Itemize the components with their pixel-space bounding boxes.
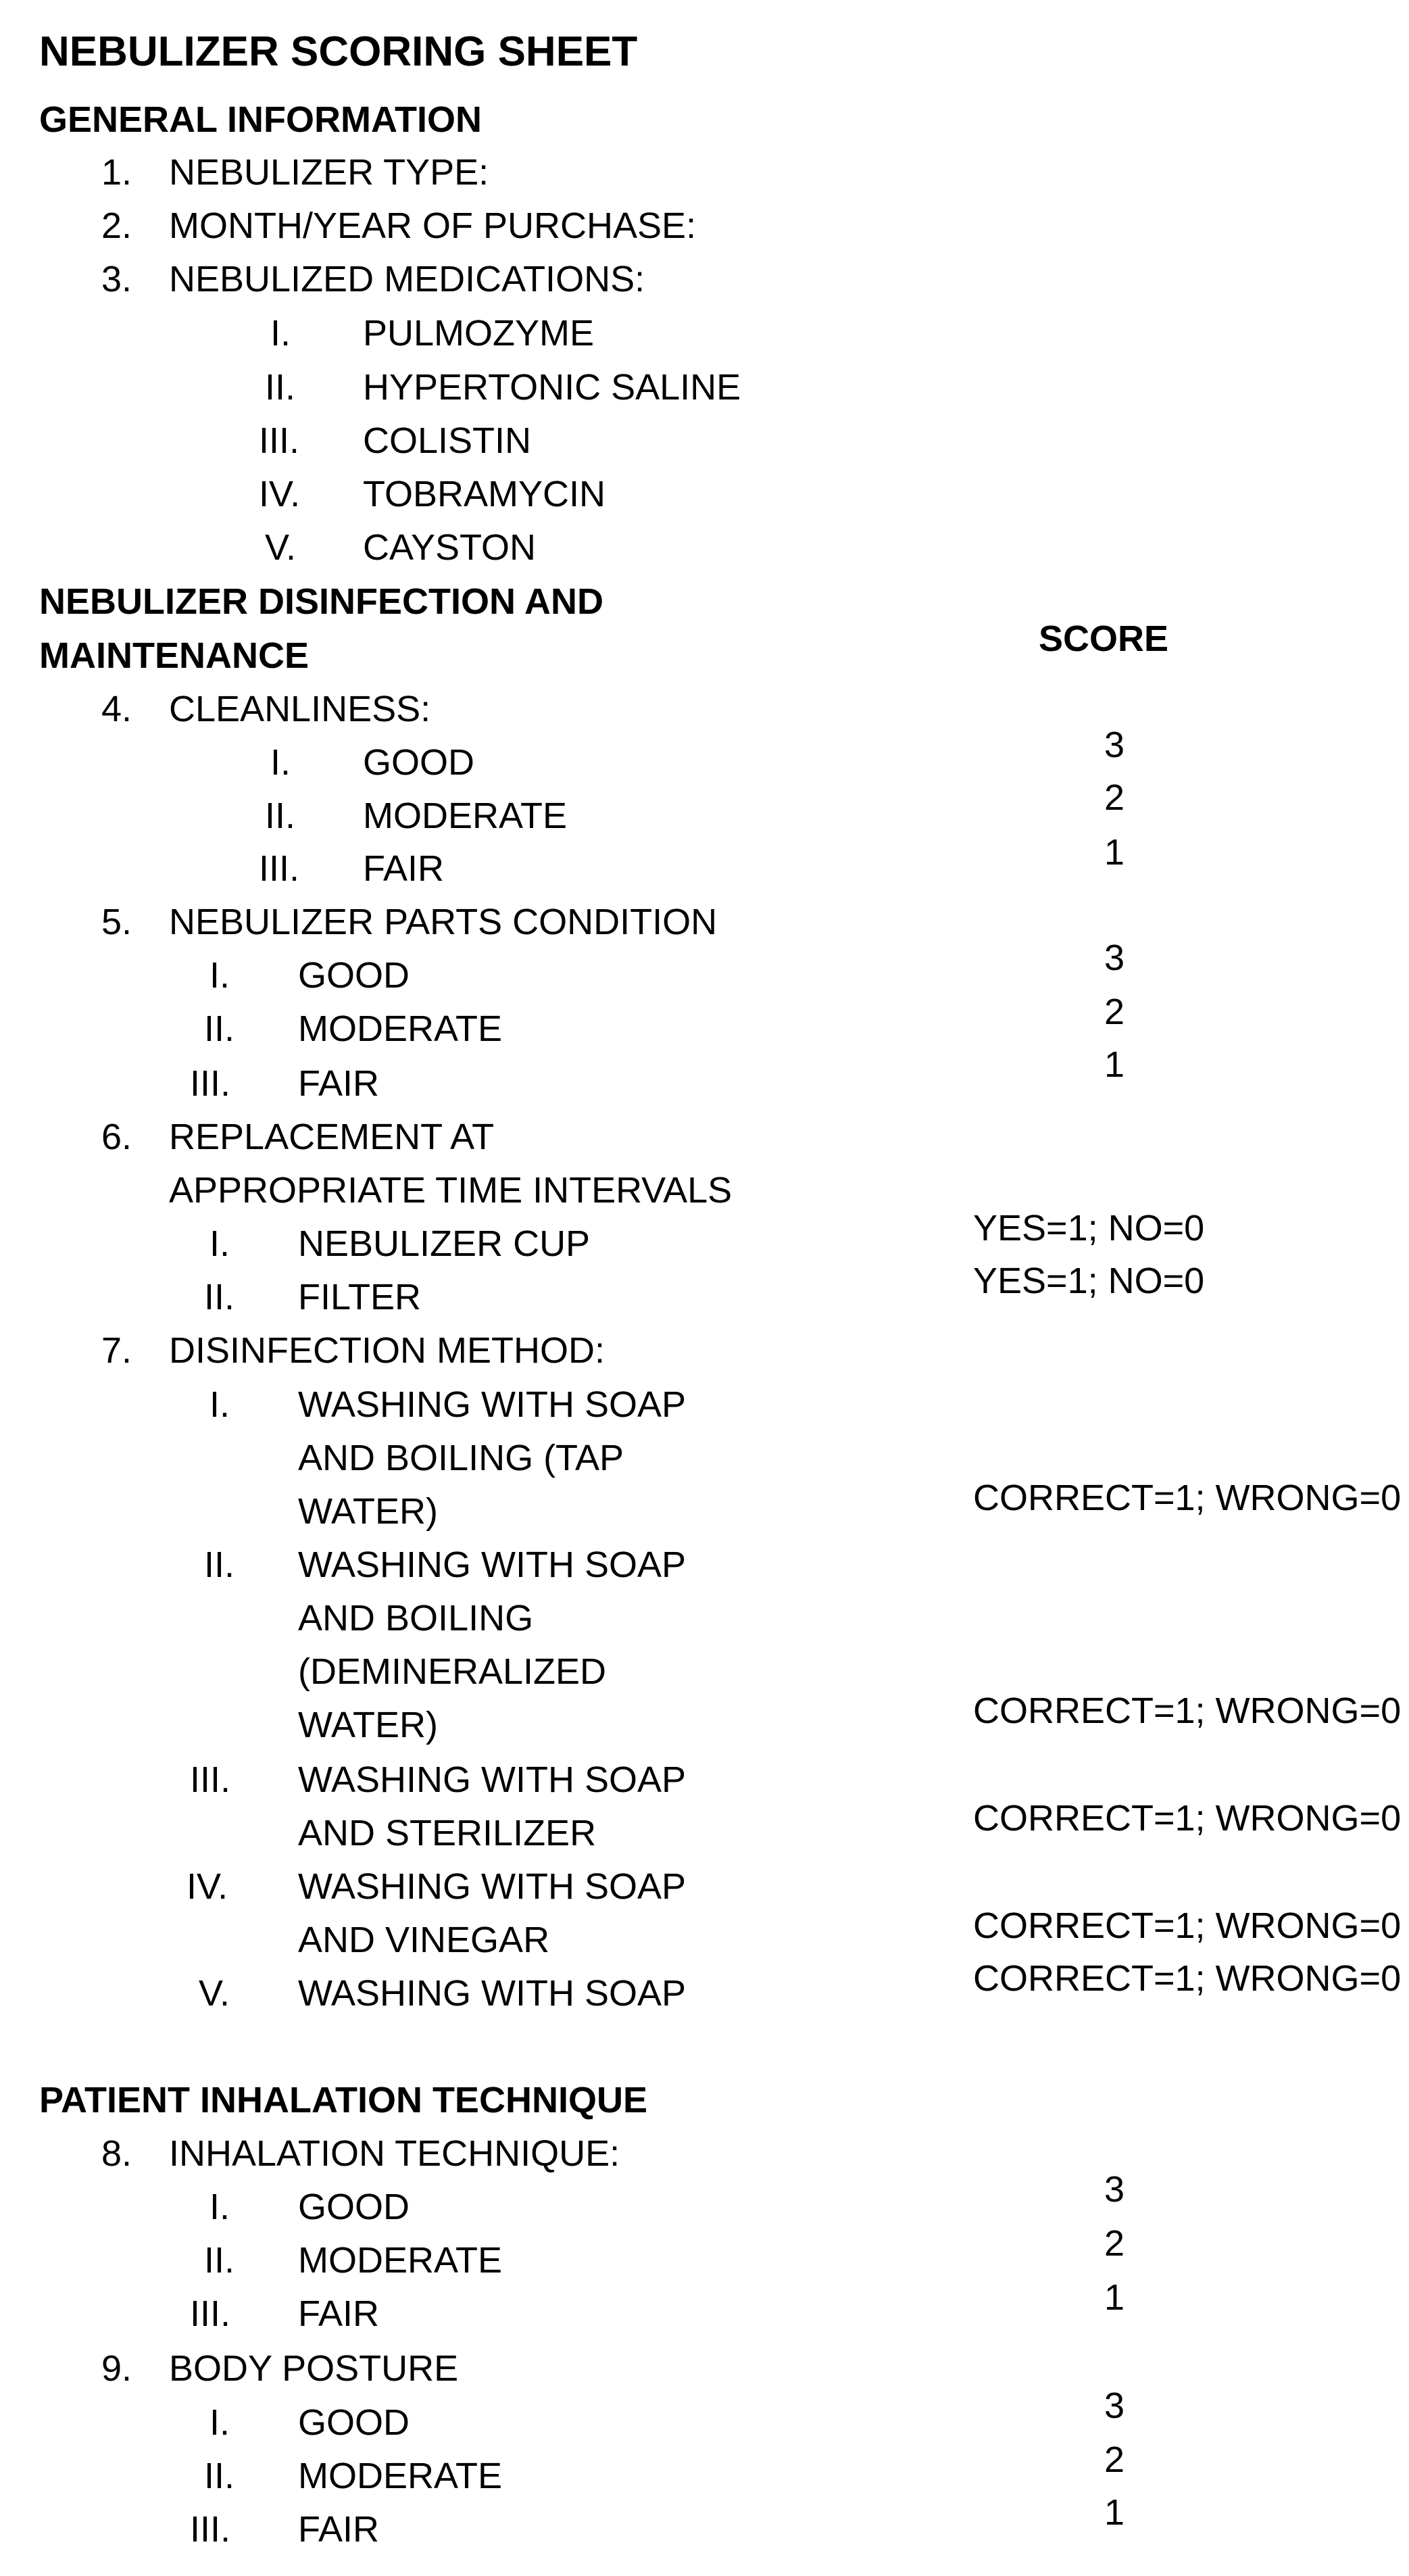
sub-number: I.	[209, 1384, 230, 1425]
sub-number: III.	[190, 1063, 231, 1104]
sub-number: II.	[204, 2456, 235, 2496]
item-number: 2.	[101, 205, 132, 246]
item-disinfection-method: DISINFECTION METHOD:	[169, 1330, 605, 1371]
score-value: YES=1; NO=0	[973, 1208, 1205, 1248]
method-line: AND BOILING (TAP	[298, 1438, 624, 1478]
sub-number: IV.	[259, 474, 301, 514]
option-label: FAIR	[363, 848, 445, 889]
score-value: CORRECT=1; WRONG=0	[973, 1691, 1402, 1731]
item-replacement-line1: REPLACEMENT AT	[169, 1117, 495, 1157]
sub-number: II.	[204, 1545, 235, 1585]
sub-number: III.	[259, 420, 300, 461]
sub-number: I.	[209, 955, 230, 996]
item-number: 5.	[101, 902, 132, 942]
score-value: CORRECT=1; WRONG=0	[973, 1478, 1402, 1518]
item-number: 4.	[101, 689, 132, 729]
section-patient-inhalation-technique: PATIENT INHALATION TECHNIQUE	[39, 2080, 647, 2120]
option-label: FILTER	[298, 1277, 422, 1317]
item-nebulized-medications: NEBULIZED MEDICATIONS:	[169, 259, 645, 299]
score-value: 2	[1104, 992, 1125, 1032]
medication-item: PULMOZYME	[363, 313, 595, 354]
score-value: YES=1; NO=0	[973, 1261, 1205, 1301]
sub-number: III.	[190, 1759, 231, 1800]
score-value: 3	[1104, 725, 1125, 765]
sub-number: II.	[265, 367, 296, 408]
score-value: 1	[1104, 832, 1125, 873]
item-number: 7.	[101, 1330, 132, 1371]
method-line: AND VINEGAR	[298, 1920, 550, 1960]
sub-number: V.	[199, 1973, 230, 2014]
item-number: 8.	[101, 2133, 132, 2174]
item-month-year-of-purchase: MONTH/YEAR OF PURCHASE:	[169, 205, 697, 246]
score-value: 3	[1104, 2169, 1125, 2210]
score-value: 1	[1104, 2277, 1125, 2318]
sub-number: I.	[270, 313, 291, 354]
score-value: CORRECT=1; WRONG=0	[973, 1958, 1402, 1999]
sub-number: II.	[204, 1008, 235, 1049]
sub-number: I.	[209, 1223, 230, 1264]
medication-item: COLISTIN	[363, 420, 532, 461]
option-label: FAIR	[298, 1063, 380, 1104]
sub-number: IV.	[187, 1866, 228, 1907]
item-number: 6.	[101, 1117, 132, 1157]
sub-number: II.	[204, 1277, 235, 1317]
score-value: 2	[1104, 2439, 1125, 2480]
item-number: 9.	[101, 2348, 132, 2389]
method-line: WASHING WITH SOAP	[298, 1973, 687, 2014]
option-label: MODERATE	[298, 1008, 503, 1049]
option-label: MODERATE	[298, 2240, 503, 2281]
method-line: AND BOILING	[298, 1598, 534, 1638]
method-line: WASHING WITH SOAP	[298, 1384, 687, 1425]
method-line: AND STERILIZER	[298, 1813, 597, 1853]
sub-number: I.	[209, 2187, 230, 2227]
item-nebulizer-parts-condition: NEBULIZER PARTS CONDITION	[169, 902, 718, 942]
method-line: WASHING WITH SOAP	[298, 1866, 687, 1907]
section-general-information: GENERAL INFORMATION	[39, 99, 482, 140]
option-label: GOOD	[363, 742, 475, 783]
option-label: NEBULIZER CUP	[298, 1223, 591, 1264]
sub-number: III.	[190, 2293, 231, 2334]
method-line: (DEMINERALIZED	[298, 1651, 607, 1692]
sub-number: II.	[265, 796, 296, 836]
sub-number: I.	[209, 2402, 230, 2443]
method-line: WATER)	[298, 1705, 438, 1745]
score-value: 1	[1104, 1044, 1125, 1085]
medication-item: TOBRAMYCIN	[363, 474, 606, 514]
item-inhalation-technique: INHALATION TECHNIQUE:	[169, 2133, 620, 2174]
section-disinfection: NEBULIZER DISINFECTION AND	[39, 581, 603, 622]
score-header: SCORE	[1039, 618, 1169, 659]
option-label: FAIR	[298, 2509, 380, 2550]
score-value: 3	[1104, 938, 1125, 978]
score-value: 1	[1104, 2492, 1125, 2533]
option-label: GOOD	[298, 955, 410, 996]
medication-item: HYPERTONIC SALINE	[363, 367, 741, 408]
item-body-posture: BODY POSTURE	[169, 2348, 459, 2389]
page-title: NEBULIZER SCORING SHEET	[39, 28, 638, 75]
score-value: CORRECT=1; WRONG=0	[973, 1798, 1402, 1839]
score-value: CORRECT=1; WRONG=0	[973, 1905, 1402, 1946]
score-value: 2	[1104, 777, 1125, 818]
item-nebulizer-type: NEBULIZER TYPE:	[169, 152, 489, 193]
item-number: 3.	[101, 259, 132, 299]
sub-number: III.	[190, 2509, 231, 2550]
item-cleanliness: CLEANLINESS:	[169, 689, 431, 729]
option-label: MODERATE	[363, 796, 568, 836]
sub-number: V.	[265, 527, 297, 568]
option-label: GOOD	[298, 2187, 410, 2227]
sub-number: II.	[204, 2240, 235, 2281]
item-number: 1.	[101, 152, 132, 193]
section-maintenance: MAINTENANCE	[39, 635, 309, 676]
option-label: FAIR	[298, 2293, 380, 2334]
medication-item: CAYSTON	[363, 527, 537, 568]
score-value: 2	[1104, 2223, 1125, 2264]
sub-number: I.	[270, 742, 291, 783]
option-label: MODERATE	[298, 2456, 503, 2496]
score-value: 3	[1104, 2385, 1125, 2426]
method-line: WASHING WITH SOAP	[298, 1545, 687, 1585]
option-label: GOOD	[298, 2402, 410, 2443]
sub-number: III.	[259, 848, 300, 889]
item-replacement-line2: APPROPRIATE TIME INTERVALS	[169, 1170, 733, 1211]
method-line: WASHING WITH SOAP	[298, 1759, 687, 1800]
method-line: WATER)	[298, 1491, 438, 1532]
